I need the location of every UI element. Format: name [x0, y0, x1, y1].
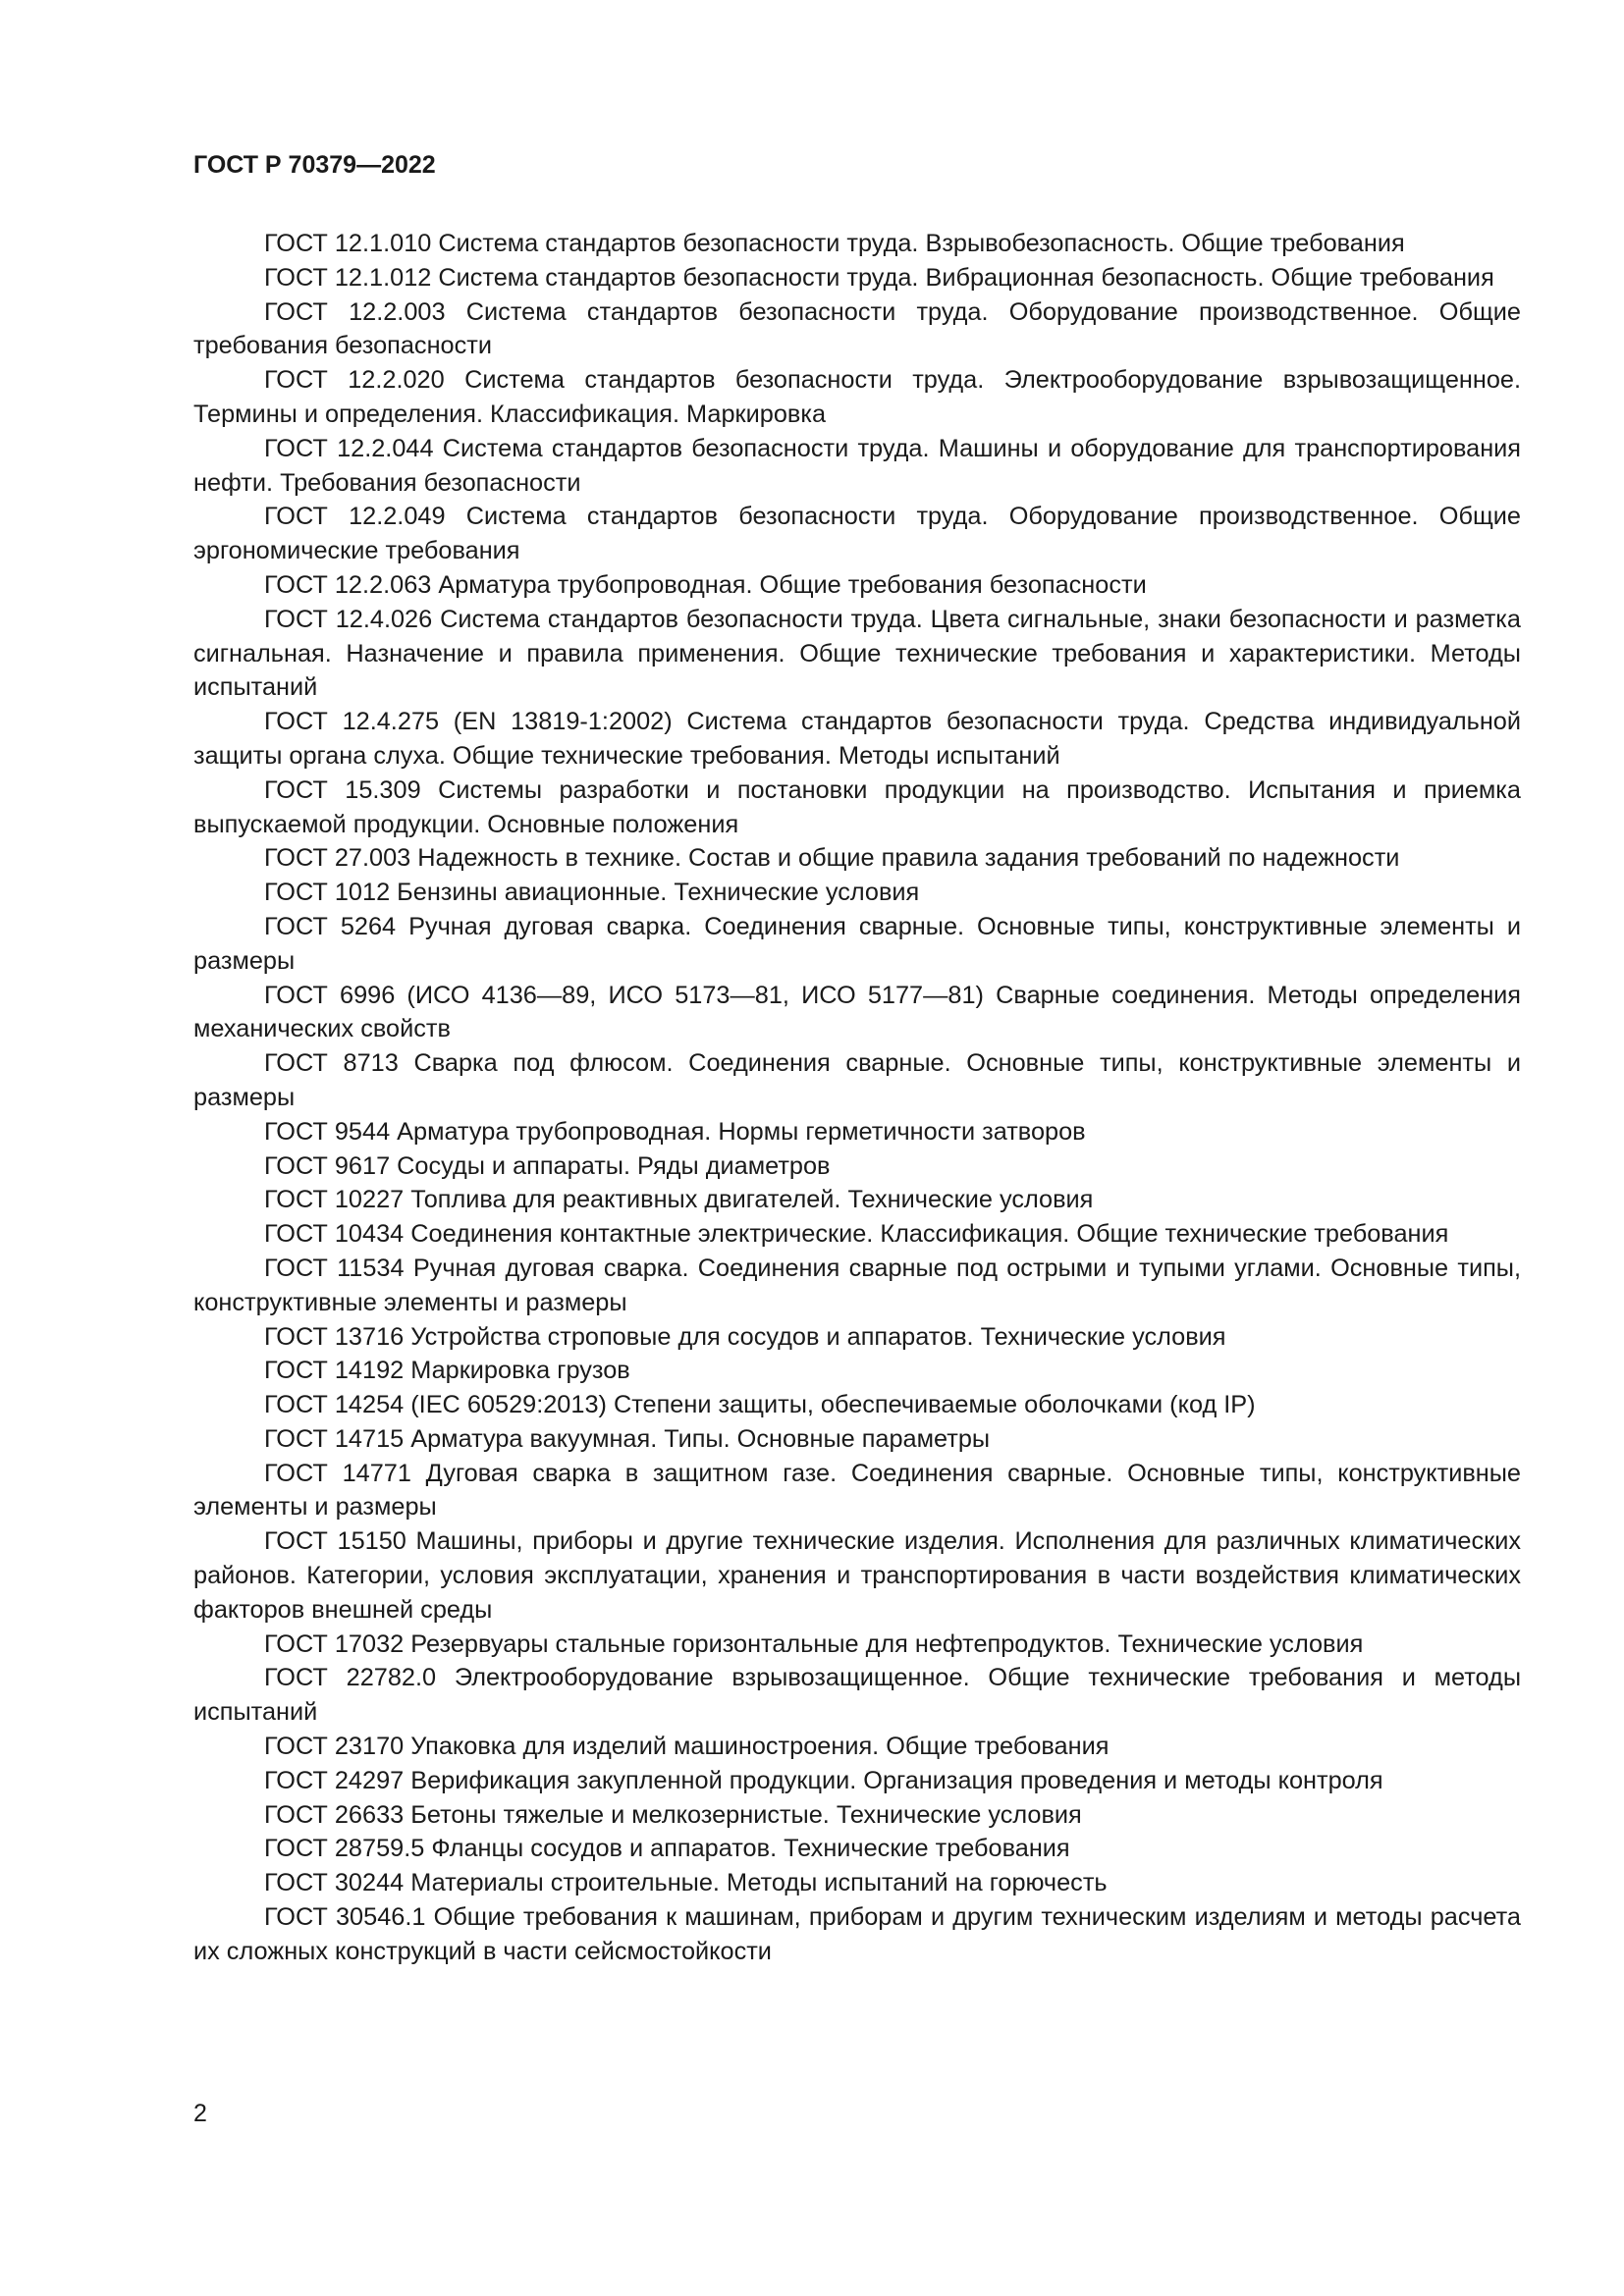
- reference-item: ГОСТ 10434 Соединения контактные электрические. Классификация. Общие технические требования: [264, 1220, 1449, 1249]
- reference-item: ГОСТ 12.2.063 Арматура трубопроводная. Общие требования безопасности: [264, 570, 1147, 599]
- reference-item: ГОСТ 30546.1 Общие требования к машинам, приборам и другим техническим изделиям и методы расчета их сложных конструкций в части сейсмостойкости: [193, 1903, 1521, 1965]
- reference-item: ГОСТ 5264 Ручная дуговая сварка. Соединения сварные. Основные типы, конструктивные элементы и размеры: [193, 912, 1521, 975]
- reference-item: ГОСТ 12.2.049 Система стандартов безопасности труда. Оборудование производственное. Общие эргономические требования: [193, 503, 1521, 565]
- reference-item: ГОСТ 17032 Резервуары стальные горизонтальные для нефтепродуктов. Технические условия: [264, 1629, 1364, 1658]
- reference-item: ГОСТ 24297 Верификация закупленной продукции. Организация проведения и методы контроля: [264, 1766, 1383, 1794]
- reference-item: ГОСТ 9544 Арматура трубопроводная. Нормы герметичности затворов: [264, 1117, 1086, 1146]
- reference-item: ГОСТ 14771 Дуговая сварка в защитном газе. Соединения сварные. Основные типы, конструктивные элементы и размеры: [193, 1459, 1521, 1522]
- reference-item: ГОСТ 9617 Сосуды и аппараты. Ряды диаметров: [264, 1151, 831, 1180]
- reference-item: ГОСТ 11534 Ручная дуговая сварка. Соединения сварные под острыми и тупыми углами. Основные типы, конструктивные элементы и размеры: [193, 1254, 1521, 1316]
- reference-item: ГОСТ 15.309 Системы разработки и постановки продукции на производство. Испытания и приемка выпускаемой продукции. Основные положения: [193, 775, 1521, 838]
- reference-item: ГОСТ 12.2.020 Система стандартов безопасности труда. Электрооборудование взрывозащищенное. Термины и определения. Классификация. Маркировка: [193, 366, 1521, 428]
- reference-item: ГОСТ 15150 Машины, приборы и другие технические изделия. Исполнения для различных климатических районов. Категории, условия эксплуатации, хранения и транспортирования в части воздействия климатических факторов внешней среды: [193, 1527, 1521, 1624]
- reference-item: ГОСТ 30244 Материалы строительные. Методы испытаний на горючесть: [264, 1869, 1108, 1897]
- reference-item: ГОСТ 1012 Бензины авиационные. Технические условия: [264, 879, 920, 907]
- reference-item: ГОСТ 28759.5 Фланцы сосудов и аппаратов. Технические требования: [264, 1835, 1070, 1863]
- reference-item: ГОСТ 27.003 Надежность в технике. Состав и общие правила задания требований по надежности: [264, 844, 1400, 873]
- reference-item: ГОСТ 6996 (ИСО 4136—89, ИСО 5173—81, ИСО 5177—81) Сварные соединения. Методы определения механических свойств: [193, 981, 1521, 1043]
- reference-item: ГОСТ 12.4.275 (EN 13819-1:2002) Система стандартов безопасности труда. Средства индивидуальной защиты органа слуха. Общие технические требования. Методы испытаний: [193, 708, 1521, 770]
- reference-item: ГОСТ 10227 Топлива для реактивных двигателей. Технические условия: [264, 1186, 1094, 1214]
- reference-item: ГОСТ 8713 Сварка под флюсом. Соединения сварные. Основные типы, конструктивные элементы и размеры: [193, 1049, 1521, 1111]
- reference-item: ГОСТ 13716 Устройства строповые для сосудов и аппаратов. Технические условия: [264, 1322, 1226, 1351]
- reference-item: ГОСТ 26633 Бетоны тяжелые и мелкозернистые. Технические условия: [264, 1800, 1082, 1829]
- reference-item: ГОСТ 23170 Упаковка для изделий машиностроения. Общие требования: [264, 1733, 1110, 1761]
- document-code-header: ГОСТ Р 70379—2022: [193, 151, 436, 179]
- reference-item: ГОСТ 12.2.003 Система стандартов безопасности труда. Оборудование производственное. Общие требования безопасности: [193, 297, 1521, 360]
- page-number: 2: [193, 2100, 207, 2127]
- reference-item: ГОСТ 12.2.044 Система стандартов безопасности труда. Машины и оборудование для транспортирования нефти. Требования безопасности: [193, 434, 1521, 497]
- reference-item: ГОСТ 22782.0 Электрооборудование взрывозащищенное. Общие технические требования и методы испытаний: [193, 1664, 1521, 1727]
- reference-item: ГОСТ 12.1.010 Система стандартов безопасности труда. Взрывобезопасность. Общие требования: [264, 230, 1405, 257]
- normative-references-list: [193, 227, 1521, 1969]
- reference-item: ГОСТ 14715 Арматура вакуумная. Типы. Основные параметры: [264, 1424, 991, 1453]
- reference-item: ГОСТ 12.4.026 Система стандартов безопасности труда. Цвета сигнальные, знаки безопасности и разметка сигнальная. Назначение и правила применения. Общие технические требования и характеристики. Методы испытаний: [193, 605, 1521, 702]
- reference-item: ГОСТ 14192 Маркировка грузов: [264, 1357, 630, 1385]
- reference-item: ГОСТ 12.1.012 Система стандартов безопасности труда. Вибрационная безопасность. Общие требования: [264, 263, 1494, 292]
- reference-item: ГОСТ 14254 (IEC 60529:2013) Степени защиты, обеспечиваемые оболочками (код IP): [264, 1391, 1256, 1419]
